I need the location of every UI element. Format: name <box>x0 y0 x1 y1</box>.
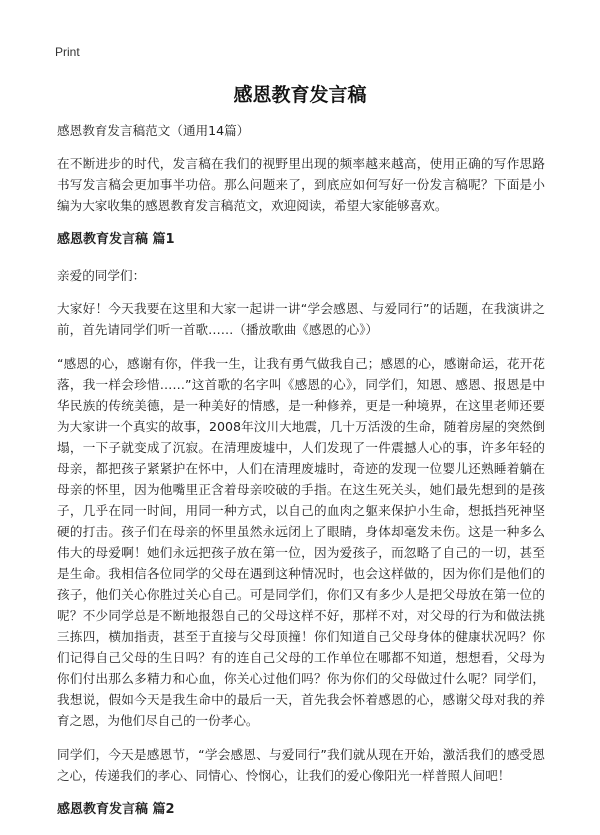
article-body <box>57 120 545 835</box>
print-link[interactable]: Print <box>55 45 80 59</box>
paragraph-3: 同学们，今天是感恩节，“学会感恩、与爱同行”我们就从现在开始，激活我们的感受恩之心，传递我们的孝心、同情心、怜悯心，让我们的爱心像阳光一样普照人间吧！ <box>57 747 545 783</box>
greeting-line: 亲爱的同学们： <box>57 268 146 283</box>
paragraph-1: 大家好！今天我要在这里和大家一起讲一讲“学会感恩、与爱同行”的话题，在我演讲之前，首先请同学们听一首歌……（播放歌曲《感恩的心》） <box>57 301 545 337</box>
section-heading-2: 感恩教育发言稿 篇2 <box>57 802 175 817</box>
paragraph-2: “感恩的心，感谢有你，伴我一生，让我有勇气做我自己；感恩的心，感谢命运，花开花落，我一样会珍惜……”这首歌的名字叫《感恩的心》，同学们，知恩、感恩、报恩是中华民族的传统美德，是一种美好的情感，是一种修养，更是一种境界，在这里老师还要为大家讲一个真实的故事，2008年汶川大地震，几十万活泼的生命，随着房屋的突然倒塌，一下子就变成了沉寂。在清理废墟中，人们发现了一件震撼人心的事，许多年轻的母亲，都把孩子紧紧护在怀中，人们在清理废墟时，奇迹的发现一位婴儿还熟睡着躺在母亲的怀里，因为他嘴里正含着母亲咬破的手指。在这生死关头，她们最先想到的是孩子，几乎在同一时间，用同一种方式，以自己的血肉之躯来保护小生命，想抵挡死神坚硬的打击。孩子们在母亲的怀里虽然永远闭上了眼睛，身体却毫发未伤。这是一种多么伟大的母爱啊！她们永远把孩子放在第一位，因为爱孩子，而忽略了自己的一切，甚至是生命。我相信各位同学的父母在遇到这种情况时，也会这样做的，因为你们是他们的孩子，他们关心你胜过关心自己。可是同学们，你们又有多少人是把父母放在第一位的呢？不少同学总是不断地报怨自己的父母这样不好，那样不对，对父母的行为和做法挑三拣四，横加指责，甚至于直接与父母顶撞！你们知道自己父母身体的健康状况吗？你们记得自己父母的生日吗？有的连自己父母的工作单位在哪都不知道，想想看，父母为你们付出那么多精力和心血，你关心过他们吗？你为你们的父母做过什么呢？同学们，我想说，假如今天是我生命中的最后一天，首先我会怀着感恩的心，感谢父母对我的养育之恩，为他们尽自己的一份孝心。 <box>57 356 545 728</box>
page-title: 感恩教育发言稿 <box>233 84 367 106</box>
section-heading-1: 感恩教育发言稿 篇1 <box>57 232 175 247</box>
article-subtitle: 感恩教育发言稿范文（通用14篇） <box>57 123 250 138</box>
intro-paragraph: 在不断进步的时代，发言稿在我们的视野里出现的频率越来越高，使用正确的写作思路书写发言稿会更加事半功倍。那么问题来了，到底应如何写好一份发言稿呢？下面是小编为大家收集的感恩教育发言稿范文，欢迎阅读，希望大家能够喜欢。 <box>57 156 545 213</box>
